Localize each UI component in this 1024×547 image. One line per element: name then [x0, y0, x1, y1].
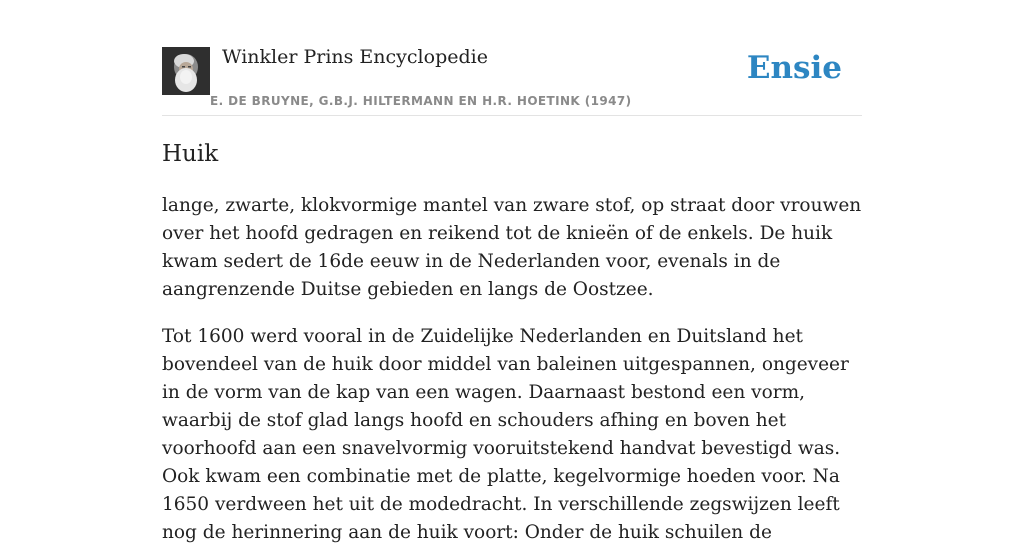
article-title: Huik	[162, 141, 219, 167]
source-authors: E. DE BRUYNE, G.B.J. HILTERMANN EN H.R. HOETINK (1947)	[210, 94, 632, 108]
brand-logo[interactable]: Ensie	[746, 50, 842, 86]
portrait-photo-icon	[162, 47, 210, 95]
author-avatar[interactable]	[162, 47, 210, 95]
article-paragraph: lange, zwarte, klokvormige mantel van zware stof, op straat door vrouwen over het hoofd gedragen en reikend tot de knieën of de enkels. De huik kwam sedert de 16de eeuw in de Nederlanden voor, evenals in de aangrenzende Duitse gebieden en langs de Oostzee.	[162, 195, 862, 300]
source-header	[162, 0, 862, 116]
article-page	[162, 0, 862, 543]
source-title[interactable]: Winkler Prins Encyclopedie	[222, 46, 488, 68]
article-paragraph: Tot 1600 werd vooral in de Zuidelijke Nederlanden en Duitsland het bovendeel van de huik door middel van baleinen uitgespannen, ongeveer in de vorm van de kap van een wagen. Daarnaast bestond een vorm, waarbij de stof glad langs hoofd en schouders afhing en boven het voorhoofd aan een snavelvormig vooruitstekend handvat bevestigd was. Ook kwam een combinatie met de platte, kegelvormige hoeden voor. Na 1650 verdween het uit de modedracht. In verschillende zegswijzen leeft nog de herinnering aan de huik voort: Onder de huik schuilen de	[162, 326, 849, 543]
